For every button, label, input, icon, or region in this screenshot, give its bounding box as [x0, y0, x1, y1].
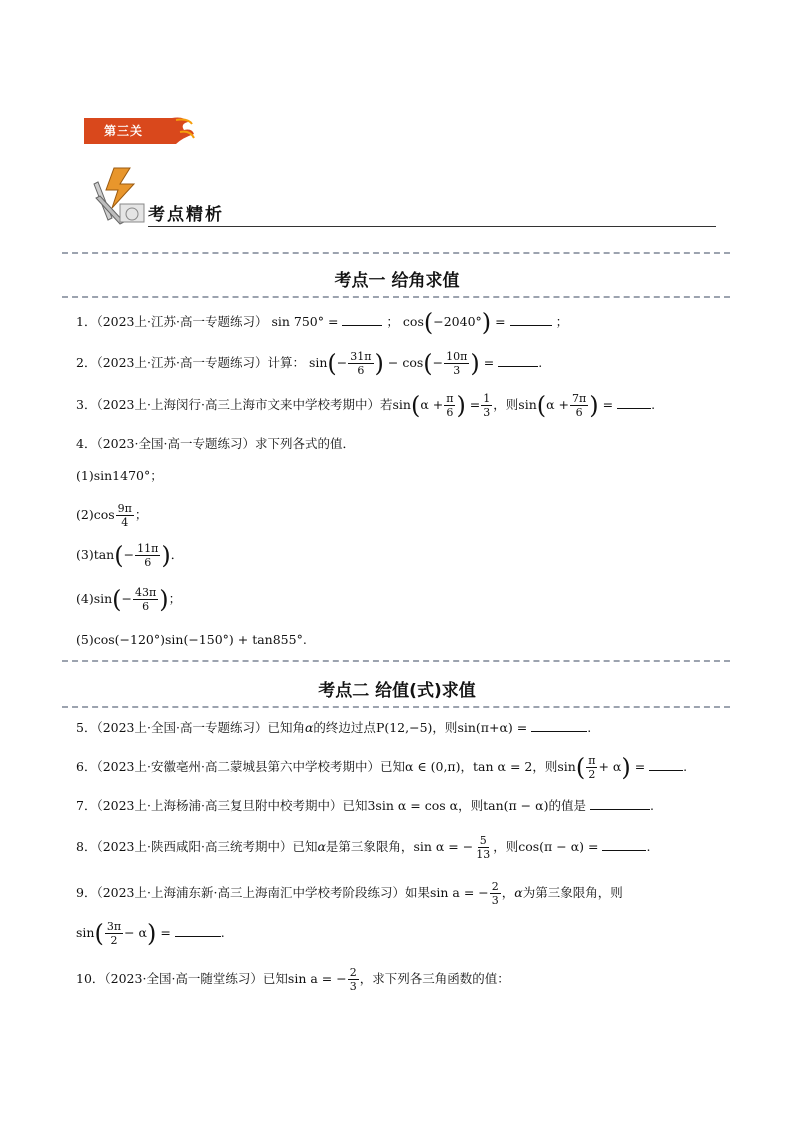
question-5: 5．（2023上·全国·高一专题练习）已知角α的终边过点P(12,−5)，则sin(π+α) = . — [76, 720, 592, 735]
heading-kaodian-1: 考点一 给角求值 — [334, 271, 460, 291]
question-4-part-5: (5)cos(−120°)sin(−150°) + tan855°. — [76, 632, 307, 647]
heading-kaodian-2: 考点二 给值(式)求值 — [318, 681, 476, 701]
divider — [62, 660, 730, 662]
question-9: 9．（2023上·上海浦东新·高三上海南汇中学校考阶段练习）如果sin a = − $\frac{2}{3}$ ，α为第三象限角，则 — [76, 880, 623, 907]
question-4-part-1: (1)sin1470°； — [76, 468, 163, 483]
question-7: 7．（2023上·上海杨浦·高三复旦附中校考期中）已知3sin α = cos α，则tan(π − α)的值是 . — [76, 798, 654, 813]
question-2: 2．（2023上·江苏·高一专题练习）计算： sin(− $\frac{31\pi}{6}$ ) − cos(− $\frac{10\pi}{3}$ ) = . — [76, 349, 543, 378]
answer-blank[interactable] — [617, 396, 651, 409]
question-4: 4．（2023·全国·高一专题练习）求下列各式的值． — [76, 436, 355, 451]
question-9-line-2: sin( $\frac{3\pi}{2}$ − α) = . — [76, 919, 225, 948]
answer-blank[interactable] — [342, 313, 382, 326]
drafting-tools-icon — [90, 164, 148, 226]
question-4-part-2: (2)cos $\frac{9\pi}{4}$ ； — [76, 502, 148, 529]
answer-blank[interactable] — [602, 838, 646, 851]
answer-blank[interactable] — [175, 924, 221, 937]
question-6: 6．（2023上·安徽亳州·高二蒙城县第六中学校考期中）已知α ∈ (0,π)，tan α = 2，则sin( $\frac{\pi}{2}$ + α) = . — [76, 753, 688, 782]
answer-blank[interactable] — [498, 354, 538, 367]
ribbon-label: 第三关 — [104, 124, 144, 138]
answer-blank[interactable] — [590, 797, 650, 810]
divider — [62, 252, 730, 254]
section-title: 考点精析 — [148, 205, 224, 225]
question-1: 1．（2023上·江苏·高一专题练习） sin 750° = ； cos(−2040°) = ； — [76, 308, 569, 337]
question-10: 10．（2023·全国·高一随堂练习）已知sin a = − $\frac{2}{3}$ ，求下列各三角函数的值： — [76, 966, 510, 993]
answer-blank[interactable] — [531, 719, 587, 732]
question-8: 8．（2023上·陕西咸阳·高三统考期中）已知α是第三象限角，sin α = − $\frac{5}{13}$ ，则cos(π − α) = . — [76, 834, 651, 861]
divider — [62, 706, 730, 708]
answer-blank[interactable] — [649, 758, 683, 771]
answer-blank[interactable] — [510, 313, 552, 326]
question-3: 3．（2023上·上海闵行·高三上海市文来中学校考期中）若sin(α + $\frac{\pi}{6}$ ) = $\frac{1}{3}$ ，则sin(α + $\frac{7\pi}{6}$ ) = . — [76, 391, 656, 420]
section-underline — [148, 226, 716, 227]
divider — [62, 296, 730, 298]
question-4-part-4: (4)sin(− $\frac{43\pi}{6}$ )； — [76, 585, 182, 614]
question-4-part-3: (3)tan(− $\frac{11\pi}{6}$ )． — [76, 541, 184, 570]
